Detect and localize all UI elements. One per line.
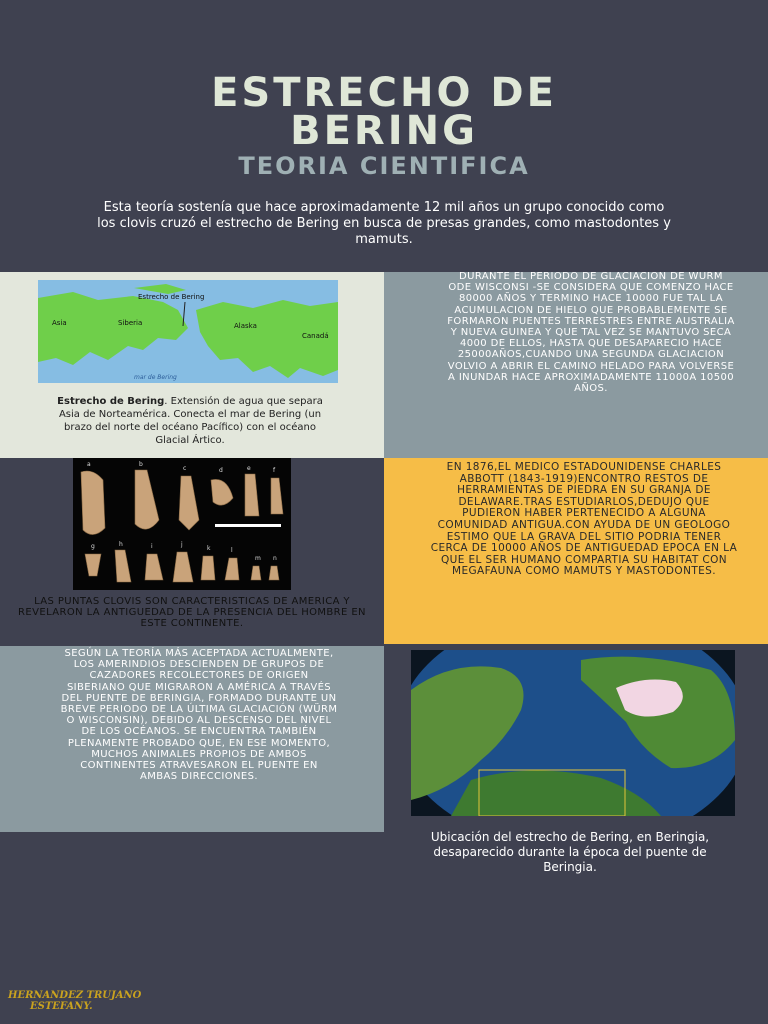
signature-line-1: HERNANDEZ TRUJANO xyxy=(8,990,142,1001)
intro-paragraph: Esta teoría sostenía que hace aproximadamente 12 mil años un grupo conocido como los clovis cruzó el estrecho de Bering en busca de presas grandes, como mastodontes y mamuts. xyxy=(97,200,671,247)
earth-svg xyxy=(411,650,735,816)
artifact-label: g xyxy=(91,543,95,550)
artifact-f xyxy=(271,478,283,514)
artifact-m xyxy=(251,566,261,580)
title-line-1: ESTRECHO DE xyxy=(211,70,557,116)
artifact-g xyxy=(85,554,101,576)
artifact-e xyxy=(245,474,259,516)
artifact-label: i xyxy=(151,543,153,550)
map-caption-bold: Estrecho de Bering xyxy=(57,396,165,407)
artifact-k xyxy=(201,556,215,580)
artifact-i xyxy=(145,554,163,580)
page-subtitle: TEORIA CIENTIFICA xyxy=(238,152,530,180)
artifact-b xyxy=(135,470,159,529)
artifact-label: m xyxy=(255,555,261,562)
artifact-label: a xyxy=(87,461,91,468)
map-label-strait: Estrecho de Bering xyxy=(138,293,205,301)
artifact-label: d xyxy=(219,467,223,474)
clovis-points-svg xyxy=(73,458,291,590)
artifact-label: b xyxy=(139,461,143,468)
map-caption xyxy=(50,395,330,447)
map-label-siberia: Siberia xyxy=(118,319,143,327)
title-line-2: BERING xyxy=(290,108,478,154)
artifact-j xyxy=(173,552,193,582)
artifact-label: c xyxy=(183,465,187,472)
clovis-points-image xyxy=(73,458,291,590)
artifact-label: j xyxy=(181,541,183,548)
signature-line-2: ESTEFANY. xyxy=(30,1001,93,1012)
artifact-label: f xyxy=(273,467,276,474)
bering-map-image xyxy=(38,280,338,383)
abbott-text: EN 1876,EL MEDICO ESTADOUNIDENSE CHARLES ABBOTT (1843-1919)ENCONTRO RESTOS DE HERRAMIENTAS DE PIEDRA EN SU GRANJA DE DELAWARE.TRAS ESTUDIARLOS,DEDUJO QUE PUDIERON HABER PERTENECIDO A ALGUNA COMUNIDAD ANTIGUA.CON AYUDA DE UN GEOLOGO ESTIMO QUE LA GRAVA DEL SITIO PODRIA TENER CERCA DE 10000 AÑOS DE ANTIGUEDAD EPOCA EN LA QUE EL SER HUMANO COMPARTIA SU HABITAT CON MEGAFAUNA COMO MAMUTS Y MASTODONTES. xyxy=(430,461,738,578)
author-signature xyxy=(8,990,141,1012)
artifact-label: k xyxy=(207,545,211,552)
map-label-asia: Asia xyxy=(52,319,67,327)
artifact-a xyxy=(81,471,105,535)
map-label-canada: Canadá xyxy=(302,332,329,340)
artifact-l xyxy=(225,558,239,580)
artifact-n xyxy=(269,566,279,580)
map-label-sea: mar de Bering xyxy=(134,374,177,381)
artifact-d xyxy=(211,479,233,505)
bering-map-svg xyxy=(38,280,338,383)
scale-bar xyxy=(215,524,281,527)
artifact-label: l xyxy=(231,547,233,554)
artifact-h xyxy=(115,550,131,582)
artifact-label: h xyxy=(119,541,123,548)
map-caption-rest: . Extensión de agua que separa Asia de Norteamérica. Conecta el mar de Bering (un brazo del norte del océano Pacífico) con el océano Glacial Ártico. xyxy=(58,396,323,446)
earth-caption: Ubicación del estrecho de Bering, en Beringia, desaparecido durante la época del puente de Beringia. xyxy=(430,830,710,874)
page-title xyxy=(0,70,768,154)
glaciation-text: DURANTE EL PERIODO DE GLACIACION DE WURM ODE WISCONSI -SE CONSIDERA QUE COMENZO HACE 80000 AÑOS Y TERMINO HACE 10000 FUE TAL LA ACUMULACION DE HIELO QUE PROBABLEMENTE SE FORMARON PUENTES TERRESTRES ENTRE AUSTRALIA Y NUEVA GUINEA Y QUE TAL VEZ SE MANTUVO SECA 4000 DE ELLOS, HASTA QUE DESAPARECIO HACE 25000AÑOS,CUANDO UNA SEGUNDA GLACIACION VOLVIO A ABRIR EL CAMINO HELADO PARA VOLVERSE A INUNDAR HACE APROXIMADAMENTE 11000A 10500 AÑOS. xyxy=(447,271,735,395)
map-label-alaska: Alaska xyxy=(234,322,257,330)
artifact-label: e xyxy=(247,465,251,472)
artifact-c xyxy=(179,476,199,530)
amerindios-text: SEGÚN LA TEORÍA MÁS ACEPTADA ACTUALMENTE, LOS AMERINDIOS DESCIENDEN DE GRUPOS DE CAZADORES RECOLECTORES DE ORIGEN SIBERIANO QUE MIGRARON A AMÉRICA A TRAVÉS DEL PUENTE DE BERINGIA, FORMADO DURANTE UN BREVE PERIODO DE LA ÚLTIMA GLACIACIÓN (WÜRM O WISCONSIN), DEBIDO AL DESCENSO DEL NIVEL DE LOS OCÉANOS. SE ENCUENTRA TAMBIÉN PLENAMENTE PROBADO QUE, EN ESE MOMENTO, MUCHOS ANIMALES PROPIOS DE AMBOS CONTINENTES ATRAVESARON EL PUENTE EN AMBAS DIRECCIONES. xyxy=(60,648,338,783)
beringia-earth-image xyxy=(411,650,735,816)
clovis-caption: LAS PUNTAS CLOVIS SON CARACTERISTICAS DE AMERICA Y REVELARON LA ANTIGUEDAD DE LA PRESENCIA DEL HOMBRE EN ESTE CONTINENTE. xyxy=(18,596,366,629)
artifact-label: n xyxy=(273,555,277,562)
